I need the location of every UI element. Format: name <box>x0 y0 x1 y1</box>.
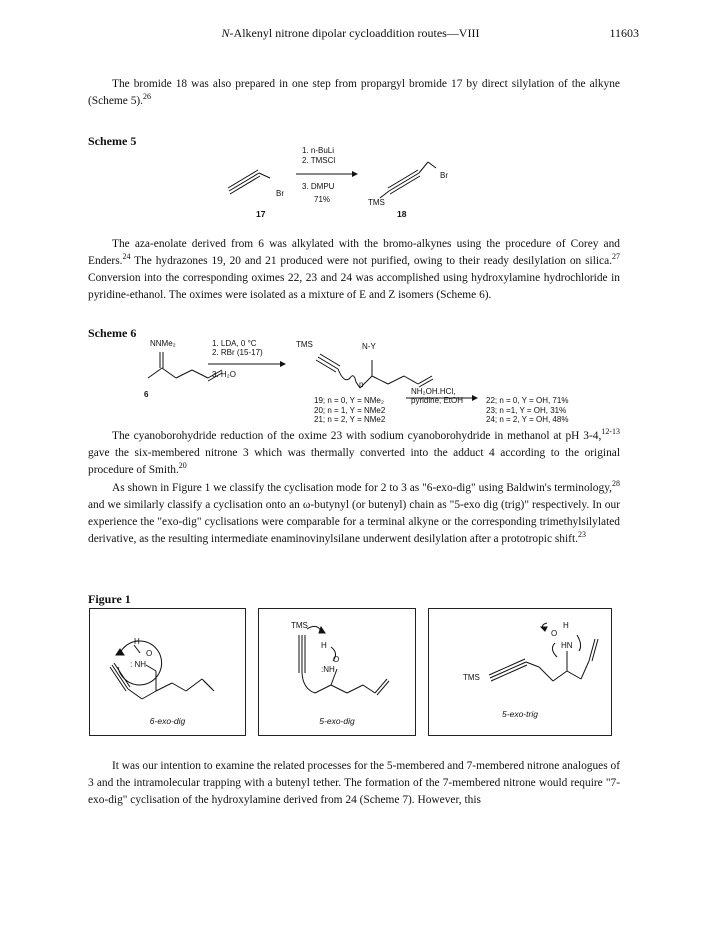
compound-19-row: 19; n = 0, Y = NMe₂ <box>314 396 384 405</box>
figure-panel-6-exo-dig <box>89 608 246 736</box>
compound-24-row: 24; n = 2, Y = OH, 48% <box>486 415 569 424</box>
hydrazone-list <box>314 396 385 425</box>
caption-6-exo-dig: 6-exo-dig <box>149 716 186 726</box>
paragraph-2: The aza-enolate derived from 6 was alkylated with the bromo-alkynes using the procedure of Corey and Enders.$^{24}$ The hydrazones 19, 20 and 21 produced were not purified, owing to their ready desilylation on silica.$^{27}$ Conversion into the corresponding oximes 22, 23 and 24 was accomplished using hydroxylamine hydrochloride in pyridine-ethanol. The oximes were isolated as a mixture of E and Z isomers (Scheme 6). <box>88 238 620 301</box>
caption-5-exo-trig: 5-exo-trig <box>502 709 538 719</box>
compound-18-label: 18 <box>397 209 407 219</box>
scheme-6-label: Scheme 6 <box>88 326 137 340</box>
page-number: 11603 <box>609 26 639 40</box>
h-label-3: H <box>563 621 569 630</box>
n-label: n <box>359 380 364 389</box>
caption-5-exo-dig: 5-exo-dig <box>319 716 355 726</box>
hydrazone-6-structure <box>148 352 222 381</box>
figure-panel-5-exo-trig <box>428 608 612 736</box>
compound-22-row: 22; n = 0, Y = OH, 71% <box>486 396 569 405</box>
h-label-2: H <box>321 641 327 650</box>
paragraph-3: The cyanoborohydride reduction of the oxime 23 with sodium cyanoborohydride in methanol at pH 3-4,$^{12-13}$ gave the six-membered nitrone 3 which was thermally converted into the adduct 4 according to the original procedure of Smith.$^{20}$ <box>88 427 620 476</box>
alkylated-hydrazone-structure <box>316 354 433 388</box>
nh-label-1: : NH <box>130 660 146 669</box>
scheme-6-conditions-top: 1. LDA, 0 °C 2. RBr (15-17) <box>212 339 263 357</box>
tms-label-s5: TMS <box>368 198 385 207</box>
paragraph-5: It was our intention to examine the related processes for the 5-membered and 7-membered nitrone analogues of 3 and the intramolecular trapping with a butenyl tether. The formation of the 7-membered nitrone would require "7-exo-dig" cyclisation of the hydroxylamine derived from 24 (Scheme 7). However, this <box>88 760 620 806</box>
o-label-1: O <box>146 649 153 658</box>
compound-20-row: 20; n = 1, Y = NMe2 <box>314 405 386 415</box>
propargyl-bromide-structure <box>228 170 270 194</box>
nh-label-2: :NH <box>321 665 335 674</box>
nnme2-label: NNMe₂ <box>150 339 176 348</box>
br-left: Br <box>276 189 284 198</box>
tms-label-fig2: TMS <box>291 621 308 630</box>
scheme-5-conditions-bottom: 3. DMPU 71% <box>302 182 335 204</box>
o-label-2: O <box>333 655 340 664</box>
compound-23-row: 23; n =1, Y = OH, 31% <box>486 405 567 415</box>
hn-label-3: HN <box>561 641 573 650</box>
o-label-3: O <box>551 629 558 638</box>
tms-label-s6: TMS <box>296 340 313 349</box>
br-right: Br <box>440 171 448 180</box>
scheme-5-conditions-top: 1. n-BuLi 2. TMSCl <box>302 146 336 165</box>
h-label-1: H <box>134 637 140 646</box>
compound-17-label: 17 <box>256 209 266 219</box>
paragraph-1: The bromide 18 was also prepared in one step from propargyl bromide 17 by direct silylation of the alkyne (Scheme 5).$^{26}$ <box>88 78 620 107</box>
ny-label: N-Y <box>362 342 376 351</box>
paragraph-4: As shown in Figure 1 we classify the cyclisation mode for 2 to 3 as "6-exo-dig" using Baldwin's terminology,$^{28}$ and we similarly classify a cyclisation onto an ω-butynyl (or butenyl) chain as "5-exo dig (trig)" respectively. In our experience the "exo-dig" cyclisations were comparable for a terminal alkyne or the corresponding trimethylsilylated derivative, as the resulting intermediate enaminovinylsilane underwent desilylation after a prototropic shift.$^{23}$ <box>88 479 620 545</box>
compound-6-label: 6 <box>144 390 149 399</box>
oxime-list <box>486 396 568 425</box>
figure-1-label: Figure 1 <box>88 592 131 606</box>
tms-label-fig3: TMS <box>463 673 480 682</box>
compound-21-row: 21; n = 2, Y = NMe2 <box>314 415 386 424</box>
scheme-5-label: Scheme 5 <box>88 134 137 148</box>
tms-propargyl-bromide-structure <box>380 162 436 198</box>
running-header: N-Alkenyl nitrone dipolar cycloaddition routes—VIII <box>221 26 480 40</box>
scheme-6-condition-3: 3. H₂O <box>212 370 236 379</box>
scheme-6-reagents: NH₂OH.HCl, pyridine, EtOH <box>411 387 464 405</box>
figure-panel-5-exo-dig <box>258 608 416 736</box>
